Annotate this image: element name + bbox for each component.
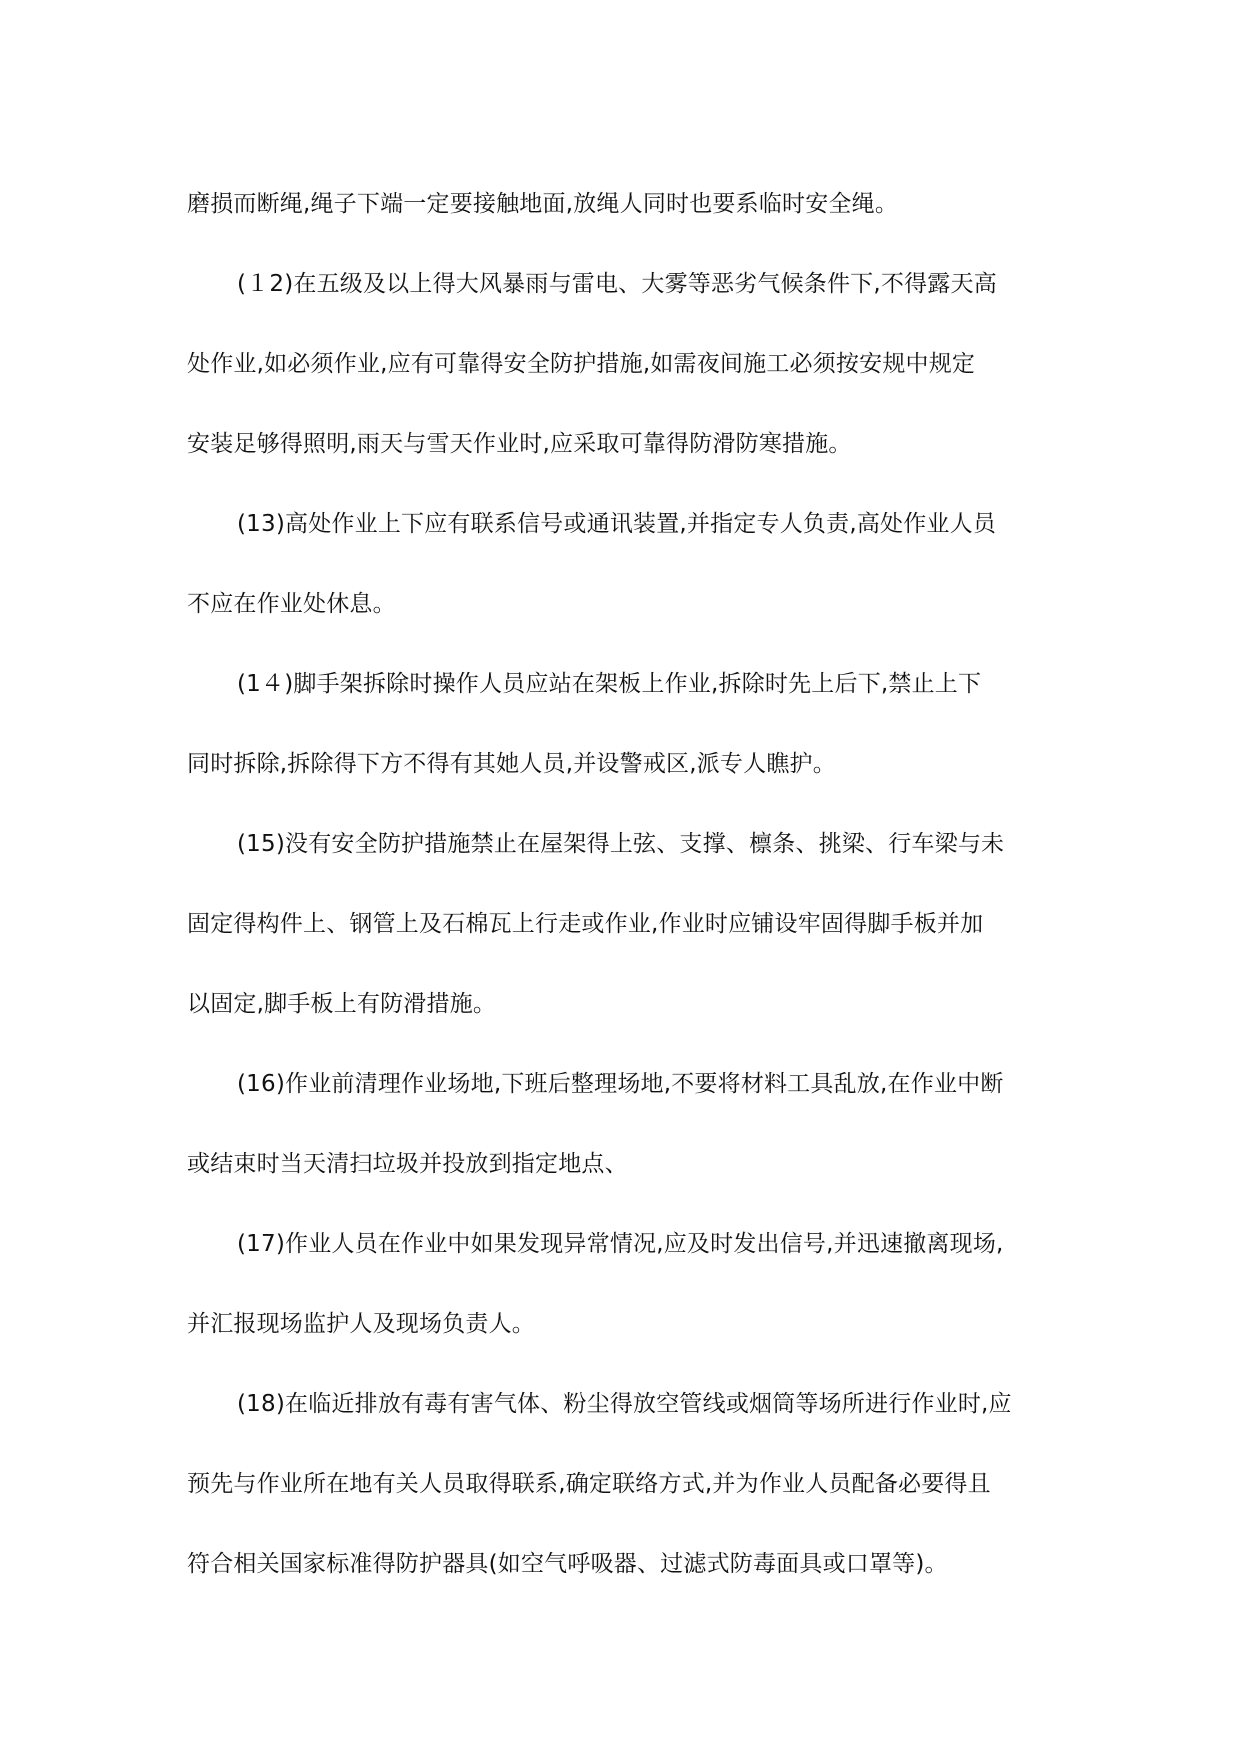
paragraph-15: [187, 804, 1057, 1044]
text-line: (１2)在五级及以上得大风暴雨与雷电、大雾等恶劣气候条件下,不得露天高: [237, 271, 997, 297]
text-line: 或结束时当天清扫垃圾并投放到指定地点、: [187, 1151, 628, 1177]
paragraph-11-continued: [187, 164, 1057, 244]
text-line: 磨损而断绳,绳子下端一定要接触地面,放绳人同时也要系临时安全绳。: [187, 191, 899, 217]
text-line: 安装足够得照明,雨天与雪天作业时,应采取可靠得防滑防寒措施。: [187, 431, 852, 457]
text-line: (13)高处作业上下应有联系信号或通讯装置,并指定专人负责,高处作业人员: [237, 511, 997, 537]
paragraph-12: [187, 244, 1057, 484]
text-line: (17)作业人员在作业中如果发现异常情况,应及时发出信号,并迅速撤离现场,: [237, 1231, 1004, 1257]
text-line: (1４)脚手架拆除时操作人员应站在架板上作业,拆除时先上后下,禁止上下: [237, 671, 982, 697]
paragraph-13: [187, 484, 1057, 644]
text-line: 预先与作业所在地有关人员取得联系,确定联络方式,并为作业人员配备必要得且: [187, 1471, 991, 1497]
text-line: (16)作业前清理作业场地,下班后整理场地,不要将材料工具乱放,在作业中断: [237, 1071, 1004, 1097]
text-line: (18)在临近排放有毒有害气体、粉尘得放空管线或烟筒等场所进行作业时,应: [237, 1391, 1012, 1417]
text-line: (15)没有安全防护措施禁止在屋架得上弦、支撑、檩条、挑梁、行车梁与未: [237, 831, 1005, 857]
document-body: [187, 164, 1057, 1604]
text-line: 符合相关国家标准得防护器具(如空气呼吸器、过滤式防毒面具或口罩等)。: [187, 1551, 948, 1577]
text-line: 处作业,如必须作业,应有可靠得安全防护措施,如需夜间施工必须按安规中规定: [187, 351, 976, 377]
paragraph-17: [187, 1204, 1057, 1364]
paragraph-14: [187, 644, 1057, 804]
text-line: 并汇报现场监护人及现场负责人。: [187, 1311, 535, 1337]
paragraph-16: [187, 1044, 1057, 1204]
text-line: 不应在作业处休息。: [187, 591, 396, 617]
text-line: 固定得构件上、钢管上及石棉瓦上行走或作业,作业时应铺设牢固得脚手板并加: [187, 911, 984, 937]
text-line: 同时拆除,拆除得下方不得有其她人员,并设警戒区,派专人瞧护。: [187, 751, 836, 777]
paragraph-18: [187, 1364, 1057, 1604]
text-line: 以固定,脚手板上有防滑措施。: [187, 991, 497, 1017]
